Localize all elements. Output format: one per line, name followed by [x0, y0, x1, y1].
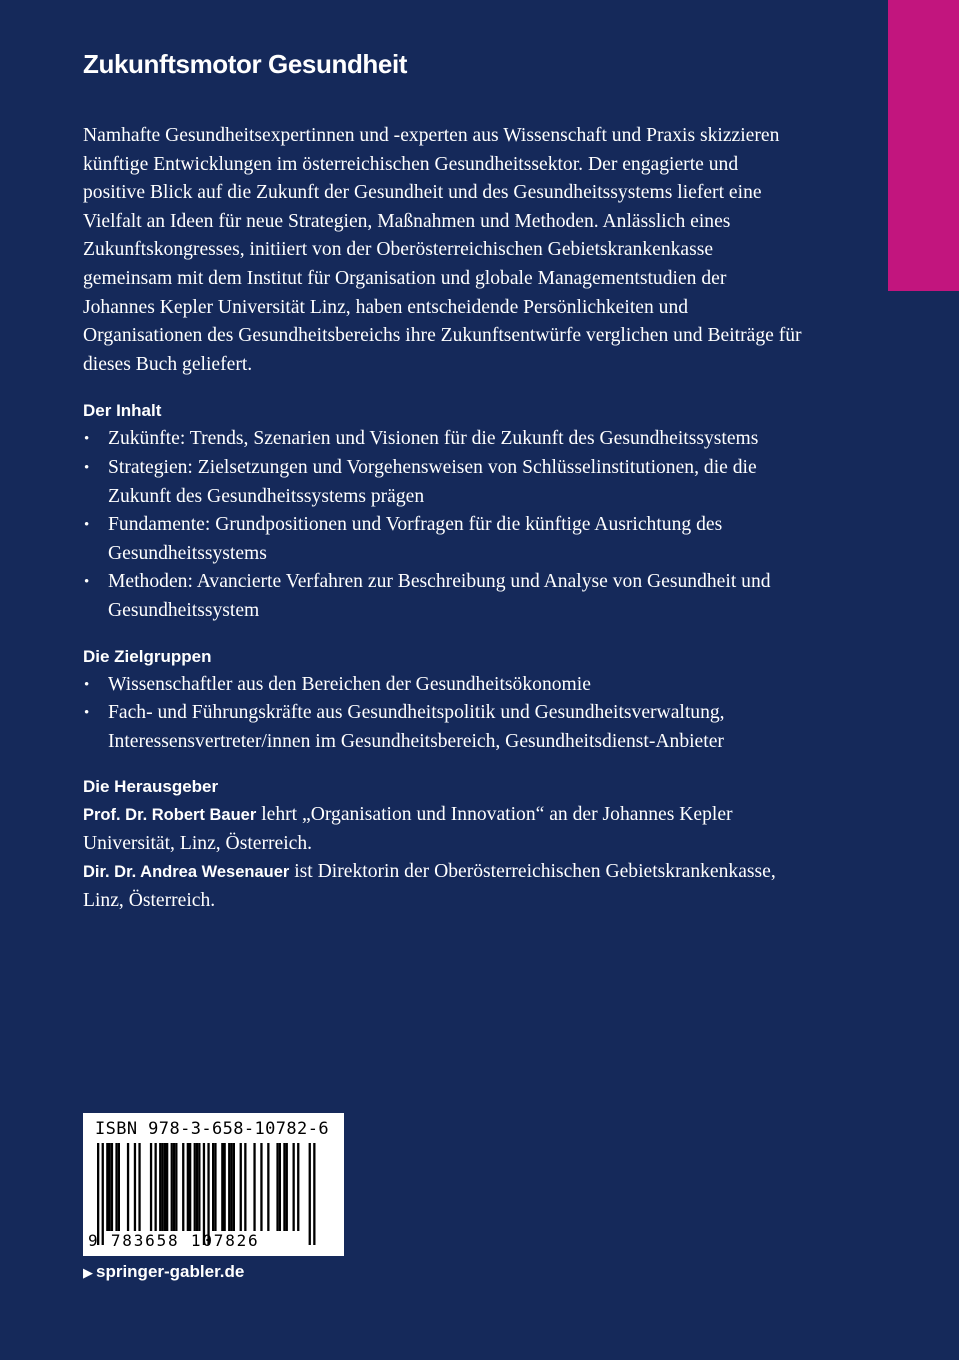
barcode-bar	[198, 1143, 200, 1231]
barcode-bar	[118, 1143, 120, 1231]
barcode-bar	[214, 1143, 216, 1231]
barcode-bar	[196, 1143, 198, 1231]
play-arrow-icon: ▶	[83, 1265, 93, 1280]
barcode-guard-bar	[313, 1143, 315, 1245]
barcode-bar	[283, 1143, 285, 1231]
barcode-bar	[150, 1143, 152, 1231]
barcode-bar	[276, 1143, 278, 1231]
list-item: • Fundamente: Grundpositionen und Vorfragen für die künftige Ausrichtung des Gesundheitssystems	[83, 511, 803, 568]
list-item: • Strategien: Zielsetzungen und Vorgehensweisen von Schlüsselinstitutionen, die die Zukunft des Gesundheitssystems prägen	[83, 454, 803, 511]
barcode-bar	[175, 1143, 177, 1231]
editor-description: lehrt „Organisation und Innovation“ an der Johannes Kepler Universität, Linz, Österreich.	[83, 804, 733, 854]
barcode-bar	[187, 1143, 189, 1231]
barcode-bar	[173, 1143, 175, 1231]
publisher-website-text: springer-gabler.de	[96, 1262, 245, 1281]
barcode-bar	[171, 1143, 173, 1231]
editor-name: Dir. Dr. Andrea Wesenauer	[83, 863, 290, 882]
barcode-bar	[240, 1143, 242, 1231]
publisher-website-link[interactable]	[83, 1262, 244, 1282]
barcode-bar	[166, 1143, 168, 1231]
back-cover-text	[83, 44, 803, 916]
book-title: Zukunftsmotor Gesundheit	[83, 49, 408, 79]
barcode-bar	[164, 1143, 166, 1231]
barcode-bar	[233, 1143, 235, 1231]
barcode-bar	[134, 1143, 136, 1231]
ean-digits: 9 783658 107826	[88, 1231, 260, 1250]
list-item: • Zukünfte: Trends, Szenarien und Visionen für die Zukunft des Gesundheitssystems	[83, 425, 803, 454]
isbn-text: ISBN 978-3-658-10782-6	[95, 1119, 329, 1139]
barcode-bar	[189, 1143, 191, 1231]
barcode-guard-bar	[97, 1143, 99, 1245]
barcode-bar	[267, 1143, 269, 1231]
isbn-barcode-box	[83, 1113, 344, 1256]
barcode-bar	[228, 1143, 230, 1231]
barcode-bar	[138, 1143, 140, 1231]
editor-entry	[83, 801, 803, 858]
contents-heading: Der Inhalt	[83, 401, 162, 421]
audience-heading: Die Zielgruppen	[83, 646, 212, 666]
barcode-bar	[159, 1143, 161, 1231]
barcode-bar	[253, 1143, 255, 1231]
list-item: • Fach- und Führungskräfte aus Gesundheitspolitik und Gesundheitsverwaltung, Interessensvertreter/innen im Gesundheitsbereich, Gesundheitsdienst-Anbieter	[83, 699, 803, 756]
barcode-guard-bar	[207, 1143, 209, 1245]
barcode-bar	[244, 1143, 246, 1231]
editor-entry	[83, 858, 803, 915]
barcode-bar	[230, 1143, 232, 1231]
barcode-bar	[106, 1143, 108, 1231]
barcode-bar	[221, 1143, 223, 1231]
barcode-bar	[111, 1143, 113, 1231]
barcode-bar	[212, 1143, 214, 1231]
barcode-guard-bar	[102, 1143, 104, 1245]
audience-list	[83, 671, 803, 757]
barcode-bar	[109, 1143, 111, 1231]
barcode-bar	[127, 1143, 129, 1231]
contents-list	[83, 425, 803, 625]
barcode-bar	[155, 1143, 157, 1231]
barcode-guard-bar	[309, 1143, 311, 1245]
barcode-bar	[293, 1143, 295, 1231]
barcode-bar	[224, 1143, 226, 1231]
barcode-bar	[115, 1143, 117, 1231]
barcode-bar	[182, 1143, 184, 1231]
barcode-guard-bar	[203, 1143, 205, 1245]
intro-paragraph: Namhafte Gesundheitsexpertinnen und -experten aus Wissenschaft und Praxis skizzieren künftige Entwicklungen im österreichischen Gesundheitssektor. Der engagierte und positive Blick auf die Zukunft der Gesundheit und des Gesundheitssystems liefert eine Vielfalt an Ideen für neue Strategien, Maßnahmen und Methoden. Anlässlich eines Zukunftskongresses, initiiert von der Oberösterreichischen Gebietskrankenkasse gemeinsam mit dem Institut für Organisation und globale Managementstudien der Johannes Kepler Universität Linz, haben entscheidende Persönlichkeiten und Organisationen des Gesundheitsbereichs ihre Zukunftsentwürfe verglichen und Beiträge für dieses Buch geliefert.	[83, 125, 802, 375]
list-item: • Methoden: Avancierte Verfahren zur Beschreibung und Analyse von Gesundheit und Gesundheitssystem	[83, 568, 803, 625]
list-item: • Wissenschaftler aus den Bereichen der Gesundheitsökonomie	[83, 671, 803, 700]
editor-name: Prof. Dr. Robert Bauer	[83, 806, 257, 825]
editor-description: ist Direktorin der Oberösterreichischen Gebietskrankenkasse, Linz, Österreich.	[83, 861, 776, 912]
magenta-accent-bar	[888, 0, 959, 291]
barcode-bar	[194, 1143, 196, 1231]
barcode-bar	[297, 1143, 299, 1231]
barcode-bar	[260, 1143, 262, 1231]
barcode-bar	[286, 1143, 288, 1231]
editors-heading: Die Herausgeber	[83, 777, 219, 797]
barcode-bar	[279, 1143, 281, 1231]
barcode-bar	[161, 1143, 163, 1231]
